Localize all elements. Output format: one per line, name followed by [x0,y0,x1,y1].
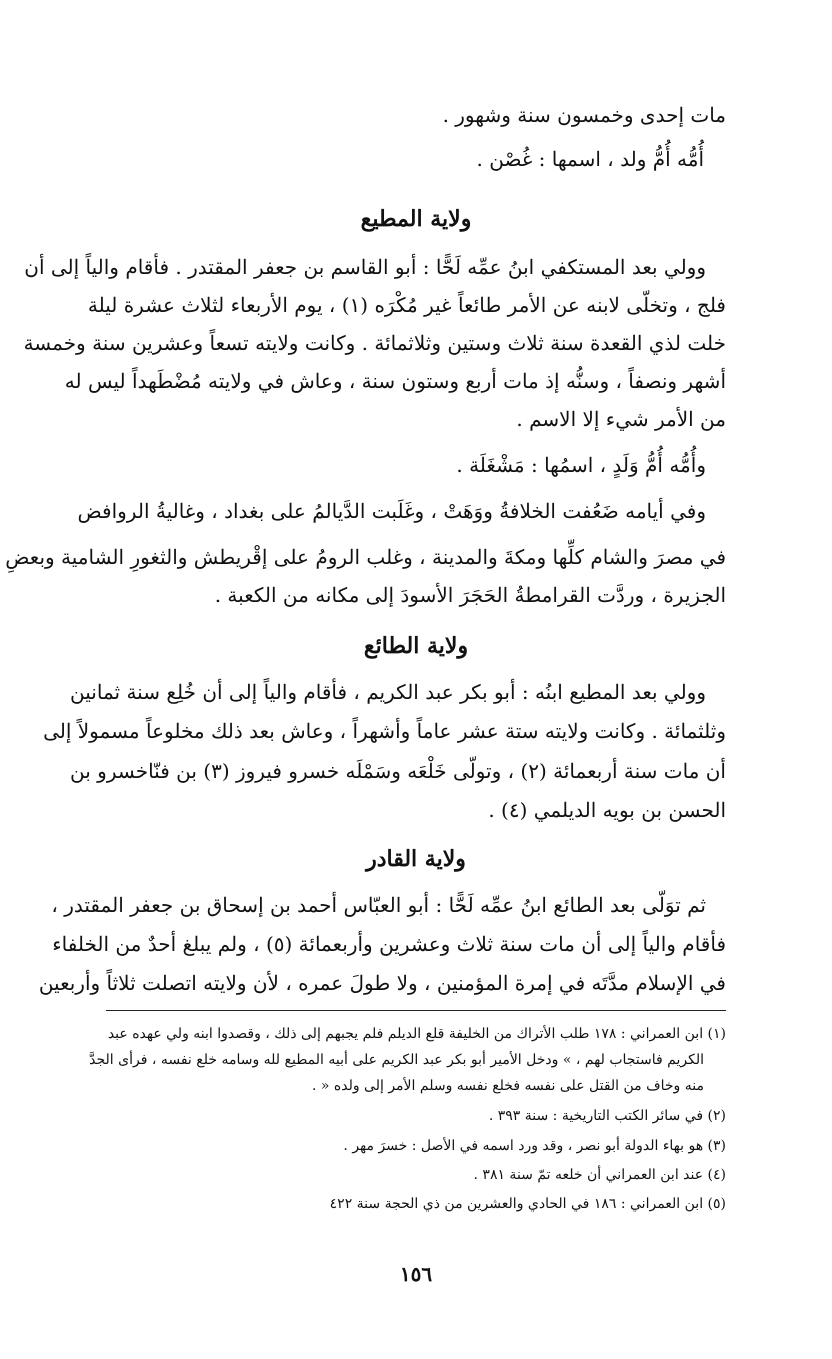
footnote: (١) ابن العمراني : ١٧٨ طلب الأتراك من الخليفة قلع الديلم فلم يجبهم إلى ذلك ، وقصدوا ابنه ولي عهده عبد [107,1026,726,1042]
section-heading: ولاية الطائع [363,633,469,659]
section-heading: ولاية القادر [366,846,466,872]
footnote: (٥) ابن العمراني : ١٨٦ في الحادي والعشرين من ذي الحجة سنة ٤٢٢ [329,1196,726,1212]
footnote-divider [106,1010,726,1011]
section-heading: ولاية المطيع [360,206,472,232]
text-line: أن مات سنة أربعمائة (٢) ، وتولّى خَلْعَه وسَمْلَه خسرو فيروز (٣) بن فنّاخسرو بن [70,759,726,783]
footnote: (٤) عند ابن العمراني أن خلعه تمّ سنة ٣٨١ . [473,1167,726,1183]
footnote: (٢) في سائر الكتب التاريخية : سنة ٣٩٣ . [488,1108,726,1124]
text-line: وفي أيامه ضَعُفت الخلافةُ ووَهَتْ ، وغَلَبت الدَّيالمُ على بغداد ، وغاليةُ الروافض [77,499,706,523]
page-number: ١٥٦ [399,1262,433,1286]
text-line: فلج ، وتخلّى لابنه عن الأمر طائعاً غير مُكْرَه (١) ، يوم الأربعاء لثلاث عشرة ليلة [87,293,726,317]
text-line: أُمُّه أُمُّ ولد ، اسمها : غُصْن . [476,147,704,171]
text-line: وولي بعد المستكفي ابنُ عمِّه لَحًّا : أبو القاسم بن جعفر المقتدر . فأقام والياً إلى أن [24,255,706,279]
footnote: الكريم فاستجاب لهم ، » ودخل الأمير أبو بكر عبد الكريم على أبيه المطيع لله وسامه خلع نفسه ، فرأى الجدَّ [89,1052,704,1068]
text-line: في الإسلام مدَّتَه في إمرة المؤمنين ، ولا طولَ عمره ، لأن ولايته اتصلت ثلاثاً وأربعين [38,971,726,995]
text-line: أشهر ونصفاً ، وسنُّه إذ مات أربع وستون سنة ، وعاش في ولايته مُضْطَهداً ليس له [64,369,726,393]
text-line: وولي بعد المطيع ابنُه : أبو بكر عبد الكريم ، فأقام والياً إلى أن خُلِع سنة ثمانين [70,680,706,704]
text-line: فأقام والياً إلى أن مات سنة ثلاث وعشرين وأربعمائة (٥) ، ولم يبلغ أحدٌ من الخلفاء [52,932,726,956]
text-line: مات إحدى وخمسون سنة وشهور . [442,103,726,127]
text-line: في مصرَ والشام كلِّها ومكةَ والمدينة ، وغلب الرومُ على إقْريطش والثغورِ الشامية وبعضِ [5,545,726,569]
text-line: ثم توَلّى بعد الطائع ابنُ عمِّه لَحًّا : أبو العبّاس أحمد بن إسحاق بن جعفر المقتدر ، [51,893,706,917]
text-line: وثلثمائة . وكانت ولايته ستة عشر عاماً وأشهراً ، وعاش بعد ذلك مخلوعاً مسمولاً إلى [43,719,726,743]
footnote: منه وخاف من القتل على نفسه فخلع نفسه وسلم الأمر إلى ولده « . [311,1078,704,1094]
text-line: الحسن بن بويه الديلمي (٤) . [488,798,726,822]
text-line: الجزيرة ، وردَّت القرامطةُ الحَجَرَ الأسودَ إلى مكانه من الكعبة . [214,583,726,607]
footnote: (٣) هو بهاء الدولة أبو نصر ، وقد ورد اسمه في الأصل : خسرَ مهر . [343,1138,726,1154]
text-line: وأُمُّه أُمُّ وَلَدٍ ، اسمُها : مَشْغَلَة . [456,453,706,477]
text-line: من الأمر شيء إلا الاسم . [516,407,726,431]
text-line: خلت لذي القعدة سنة ثلاث وستين وثلاثمائة . وكانت ولايته تسعاً وعشرين سنة وخمسة [23,331,726,355]
